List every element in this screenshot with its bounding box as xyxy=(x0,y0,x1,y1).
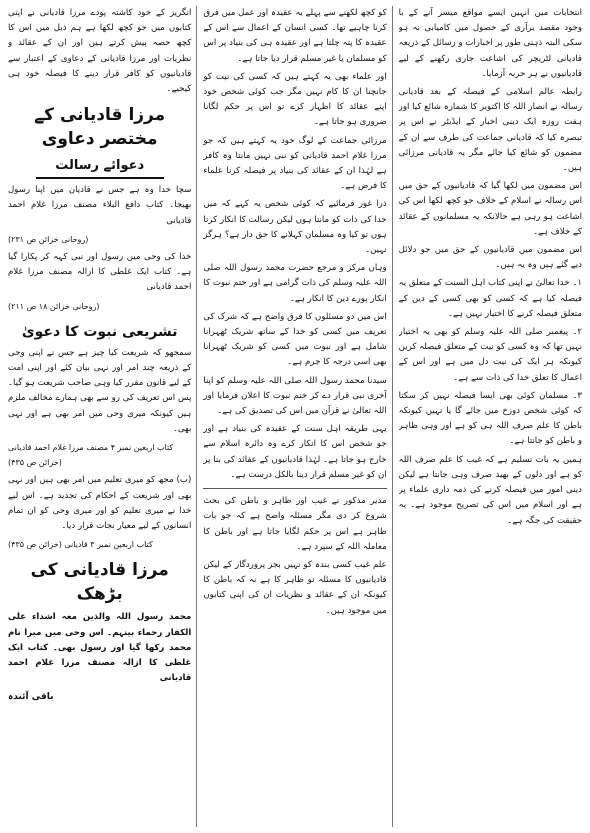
columns xyxy=(8,6,582,827)
main-heading: مرزا قادیانی کے مختصر دعاوی xyxy=(34,105,166,150)
continued-label: باقی آئندہ xyxy=(8,691,54,702)
column-middle xyxy=(203,6,392,827)
paragraph: ۲۔ پیغمبر صلی اللہ علیہ وسلم کو بھی یہ اختیار نہیں تھا کہ وہ کسی کو نیت کے متعلق فیصلہ کریں کیونکہ ہر ایک کی نیت دل میں ہے اور اس کے اعمال کا تعلق خدا کی ذات سے ہے۔ xyxy=(398,327,582,383)
reference: کتاب اربعین نمبر ۳ قادیانی (خزائن ص ۴۳۵) xyxy=(8,540,153,550)
paragraph: سیدنا محمد رسول اللہ صلی اللہ علیہ وسلم کو اپنا آخری نبی قرار دے کر ختم نبوت کا اعلان فرمایا اور اللہ تعالیٰ نے قرآن میں اس کی تصدیق کی ہے۔ xyxy=(203,375,387,417)
paragraph: ۱۔ خدا تعالیٰ نے اپنی کتاب اہل السنت کے متعلق یہ فیصلہ کیا ہے کہ کسی کو بھی کسی کے دین کے متعلق فیصلہ کرنے کا اختیار نہیں ہے۔ xyxy=(398,278,582,319)
paragraph: اس مضمون میں لکھا گیا کہ قادیانیوں کے حق میں اس رسالہ نے اسلام کے خلاف جو کچھ لکھا اس کی اشاعت ہو رہی ہے حالانکہ یہ مسلمانوں کے عقائد کے خلاف ہے۔ xyxy=(398,181,582,237)
section-heading-nabuwat: تشریعی نبوت کا دعویٰ xyxy=(21,323,178,340)
paragraph: مدیر مذکور نے غیب اور ظاہر و باطن کی بحث شروع کر دی مگر مسئلہ واضح ہے کہ جو بات ظاہر ہے اس پر حکم لگایا جاتا ہے اور باطن کا معاملہ اللہ کے سپرد ہے۔ xyxy=(203,496,387,552)
reference: (روحانی خزائن ۱۸ ص ۲۱۱) xyxy=(8,301,100,311)
section-heading-barhak: مرزا قادیانی کی بڑھک xyxy=(30,560,169,605)
paragraph: علم غیب کسی بندہ کو نہیں بجز پروردگار کے لیکن قادیانیوں کا مسئلہ تو ظاہر کا ہے نہ کہ باطن کا کیونکہ ان کے عقائد و نظریات ان کی اپنی کتابوں میں موجود ہیں۔ xyxy=(203,559,387,616)
section-heading-risalat: دعوائے رسالت xyxy=(36,157,164,179)
reference: (روحانی خزائن ص ۲۳۱) xyxy=(8,234,89,244)
column-left xyxy=(8,6,197,827)
paragraph: یہی طریقہ اہل سنت کے عقیدہ کی بنیاد ہے اور جو شخص اس کا انکار کرے وہ دائرہ اسلام سے خارج ہو جاتا ہے۔ لہٰذا قادیانیوں کے عقائد کی بنا پر ان کو غیر مسلم قرار دینا بالکل درست ہے۔ xyxy=(203,424,387,480)
paragraph: اس میں دو مسئلوں کا فرق واضح ہے کہ شرک کی تعریف میں کسی کو خدا کے ساتھ شریک ٹھہرانا شامل ہے اور نبوت میں کسی کو شریک ٹھہرانا بھی اسی درجہ کا جرم ہے۔ xyxy=(203,311,387,368)
paragraph: مرزائی جماعت کے لوگ خود یہ کہتے ہیں کہ جو مرزا غلام احمد قادیانی کو نبی نہیں مانتا وہ کافر ہے لہٰذا ان کے عقائد کی بنیاد پر فیصلہ کرنا علماء کا فرض ہے۔ xyxy=(203,135,387,192)
paragraph: انتخابات میں انہیں ایسے مواقع میسر آنے کے با وجود مقصد برآری کے حصول میں کامیابی نہ ہو سکی البتہ ذہنی طور پر اخبارات و رسائل کے ذریعہ قادیانی لٹریچر کی اشاعت جاری رکھنے کے لیے قادیانیوں نے ہر حربہ آزمایا۔ xyxy=(398,8,582,79)
quote: (ب) مجھ کو میری تعلیم میں امر بھی ہیں اور نہی بھی اور شریعت کے احکام کی تجدید ہے۔ اس لیے خدا نے میری تعلیم کو اور میری وحی کو ان تمام انسانوں کے لیے معیار نجات قرار دیا۔ xyxy=(8,475,192,532)
paragraph: اس مضمون میں قادیانیوں کے حق میں جو دلائل دیے گئے ہیں وہ یہ ہیں۔ xyxy=(398,245,582,271)
paragraph: رابطہ عالم اسلامی کے فیصلہ کے بعد قادیانی رسالہ نے انصار اللہ کا اکتوبر کا شمارہ شائع کیا اور ہفت روزہ ایک دینی اخبار کے ایڈیٹر نے اس پر تبصرہ کیا کہ قادیانی جماعت کی طرف سے ان کے مضمون کو شائع کیا جائے مگر یہ قادیانی مرزائی ہیں۔ xyxy=(398,87,582,174)
quote: سچا خدا وہ ہے جس نے قادیان میں اپنا رسول بھیجا۔ کتاب دافع البلاء مصنف مرزا غلام احمد قادیانی xyxy=(8,185,192,226)
paragraph: وہاں مرکز و مرجع حضرت محمد رسول اللہ صلی اللہ علیہ وسلم کی ذات گرامی ہے اور ختم نبوت کا انکار پورے دین کا انکار ہے۔ xyxy=(203,263,387,304)
paragraph: ذرا غور فرمائیے کہ کوئی شخص یہ کہے کہ میں خدا کی ذات کو مانتا ہوں لیکن رسالت کا انکار کرتا ہوں تو کیا وہ مسلمان کہلانے کا حق دار ہے؟ ہرگز نہیں۔ xyxy=(203,199,387,256)
paragraph: اور علماء بھی یہ کہتے ہیں کہ کسی کی نیت کو جانچنا ان کا کام نہیں مگر جب کوئی شخص خود اپنے عقائد کا اظہار کرے تو اس پر حکم لگانا ضروری ہو جاتا ہے۔ xyxy=(203,71,387,128)
intro-paragraph: انگریز کے خود کاشتہ پودے مرزا قادیانی نے اپنی کتابوں میں جو کچھ لکھا ہے ہم ذیل میں اس کا کچھ حصہ پیش کرتے ہیں اور ان کے عقائد و نظریات اور مرزا قادیانی کے دعاوی کے اعتبار سے قادیانیوں کو کافر قرار دینے کا فیصلہ خود ہی کیجیے۔ xyxy=(8,8,192,95)
quote: محمد رسول اللہ والذین معہ اشداء علی الکفار رحماء بینہم۔ اس وحی میں میرا نام محمد رکھا گیا اور رسول بھی۔ کتاب ایک غلطی کا ازالہ مصنف مرزا غلام احمد قادیانی xyxy=(8,612,192,684)
divider xyxy=(203,488,386,489)
reference: کتاب اربعین نمبر ۴ مصنف مرزا غلام احمد قادیانی (خزائن ص ۴۳۵) xyxy=(8,443,174,468)
quote: خدا کی وحی میں رسول اور نبی کہہ کر پکارا گیا ہے۔ کتاب ایک غلطی کا ازالہ مصنف مرزا غلام احمد قادیانی xyxy=(8,252,192,293)
paragraph: ہمیں یہ بات تسلیم ہے کہ غیب کا علم صرف اللہ کو ہے اور دلوں کے بھید صرف وہی جانتا ہے لیکن دینی امور میں فیصلہ کرنے کی ذمہ داری علماء پر ہے اور اسلام میں اس کی تصریح موجود ہے۔ یہ حقیقت کی جگہ ہے۔ xyxy=(398,454,582,526)
column-right xyxy=(399,6,582,827)
quote: سمجھو کہ شریعت کیا چیز ہے جس نے اپنی وحی کے ذریعہ چند امر اور نہی بیان کئے اور اپنی امت کے لیے قانون مقرر کیا وہی صاحب شریعت ہو گیا۔ پس اس تعریف کی رو سے بھی ہمارے مخالف ملزم ہیں کیونکہ میری وحی میں امر بھی ہے اور نہی بھی۔ xyxy=(8,347,192,434)
paragraph: کو کچھ لکھنے سے پہلے یہ عقیدہ اور عمل میں فرق کرنا چاہیے تھا۔ کسی انسان کے اعمال سے اس کے عقیدہ کا پتہ چلتا ہے اور عقیدہ ہی کی بنیاد پر اس کو مسلمان یا غیر مسلم قرار دیا جاتا ہے۔ xyxy=(203,8,387,64)
paragraph: ۳۔ مسلمان کوئی بھی ایسا فیصلہ نہیں کر سکتا کہ کوئی شخص دوزخ میں جائے گا یا نہیں کیونکہ باطن کا علم صرف اللہ ہی کو ہے اور وہی ظاہر و باطن کو جانتا ہے۔ xyxy=(398,390,582,447)
